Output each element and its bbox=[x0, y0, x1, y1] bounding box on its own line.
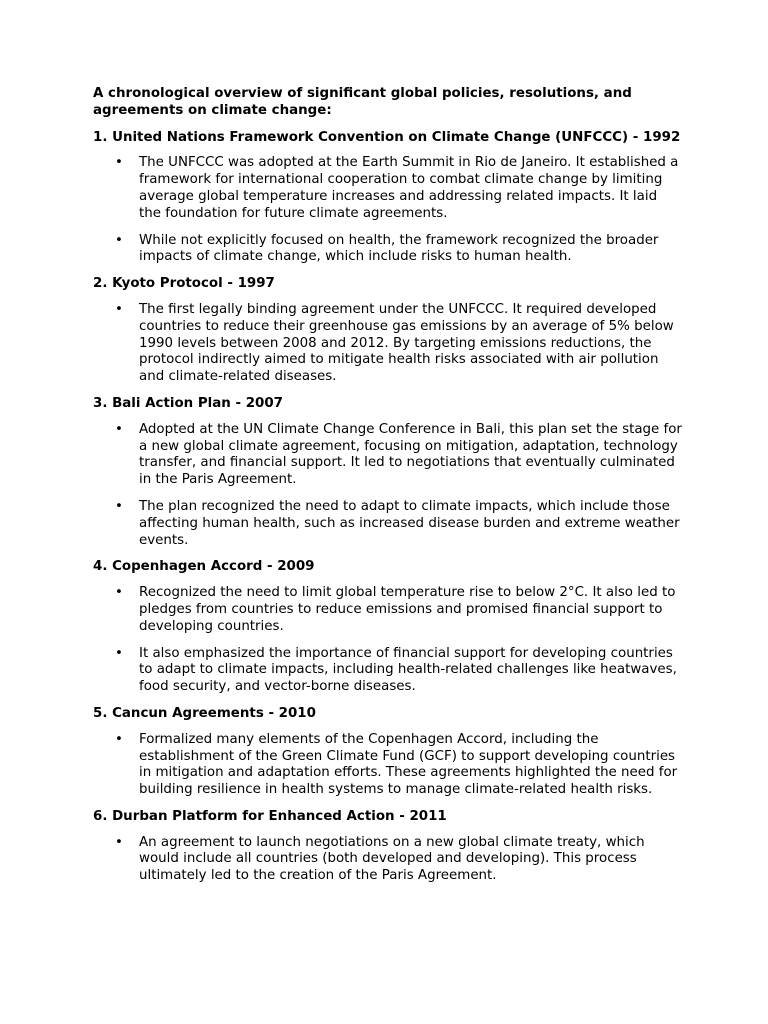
bullet-icon: • bbox=[115, 301, 123, 317]
bullet-list bbox=[93, 302, 683, 386]
bullet-text: The first legally binding agreement under the UNFCCC. It required developed countries to reduce their greenhouse gas emissions by an average of 5% below 1990 levels between 2008 and 2012. By targeting emissions reductions, the protocol indirectly aimed to mitigate health risks associated with air pollution and climate-related diseases. bbox=[139, 301, 674, 385]
section-2 bbox=[93, 276, 683, 386]
section-heading: 2. Kyoto Protocol - 1997 bbox=[93, 276, 275, 292]
section-5 bbox=[93, 706, 683, 799]
bullet-icon: • bbox=[115, 232, 123, 248]
bullet-text: The plan recognized the need to adapt to climate impacts, which include those affecting human health, such as increased disease burden and extreme weather events. bbox=[139, 498, 680, 548]
document-page bbox=[93, 86, 683, 895]
section-heading: 3. Bali Action Plan - 2007 bbox=[93, 395, 283, 411]
list-item bbox=[93, 499, 683, 549]
list-item bbox=[93, 646, 683, 696]
bullet-icon: • bbox=[115, 834, 123, 850]
bullet-text: Recognized the need to limit global temperature rise to below 2°C. It also led to pledges from countries to reduce emissions and promised financial support to developing countries. bbox=[139, 585, 676, 634]
bullet-list bbox=[93, 732, 683, 799]
bullet-text: While not explicitly focused on health, the framework recognized the broader impacts of climate change, which include risks to human health. bbox=[139, 232, 659, 265]
bullet-list bbox=[93, 835, 683, 885]
list-item bbox=[93, 233, 683, 267]
bullet-icon: • bbox=[115, 155, 123, 171]
list-item bbox=[93, 732, 683, 799]
section-heading: 5. Cancun Agreements - 2010 bbox=[93, 705, 316, 721]
bullet-list bbox=[93, 155, 683, 266]
list-item bbox=[93, 422, 683, 489]
bullet-text: It also emphasized the importance of financial support for developing countries to adapt to climate impacts, including health-related challenges like heatwaves, food security, and vector-borne diseases. bbox=[139, 645, 677, 695]
bullet-list bbox=[93, 422, 683, 550]
section-1 bbox=[93, 130, 683, 267]
document-intro: A chronological overview of significant global policies, resolutions, and agreements on climate change: bbox=[93, 86, 632, 118]
list-item bbox=[93, 835, 683, 885]
section-6 bbox=[93, 809, 683, 885]
list-item bbox=[93, 585, 683, 635]
bullet-text: An agreement to launch negotiations on a new global climate treaty, which would include all countries (both developed and developing). This process ultimately led to the creation of the Paris Agreement. bbox=[139, 834, 645, 884]
section-heading: 4. Copenhagen Accord - 2009 bbox=[93, 559, 315, 575]
bullet-text: Adopted at the UN Climate Change Conference in Bali, this plan set the stage for a new global climate agreement, focusing on mitigation, adaptation, technology transfer, and financial support. It led to negotiations that eventually culminated in the Paris Agreement. bbox=[139, 421, 682, 488]
bullet-icon: • bbox=[115, 421, 123, 437]
bullet-icon: • bbox=[115, 585, 123, 601]
section-4 bbox=[93, 559, 683, 696]
list-item bbox=[93, 155, 683, 222]
list-item bbox=[93, 302, 683, 386]
bullet-icon: • bbox=[115, 731, 123, 747]
bullet-icon: • bbox=[115, 645, 123, 661]
section-heading: 1. United Nations Framework Convention on Climate Change (UNFCCC) - 1992 bbox=[93, 129, 681, 145]
bullet-list bbox=[93, 585, 683, 696]
bullet-text: The UNFCCC was adopted at the Earth Summit in Rio de Janeiro. It established a framework for international cooperation to combat climate change by limiting average global temperature increases and addressing related impacts. It laid the foundation for future climate agreements. bbox=[139, 155, 679, 221]
section-3 bbox=[93, 396, 683, 549]
bullet-icon: • bbox=[115, 498, 123, 514]
bullet-text: Formalized many elements of the Copenhagen Accord, including the establishment of the Green Climate Fund (GCF) to support developing countries in mitigation and adaptation efforts. These agreements highlighted the need for building resilience in health systems to manage climate-related health risks. bbox=[139, 731, 678, 798]
section-heading: 6. Durban Platform for Enhanced Action - 2011 bbox=[93, 808, 447, 824]
